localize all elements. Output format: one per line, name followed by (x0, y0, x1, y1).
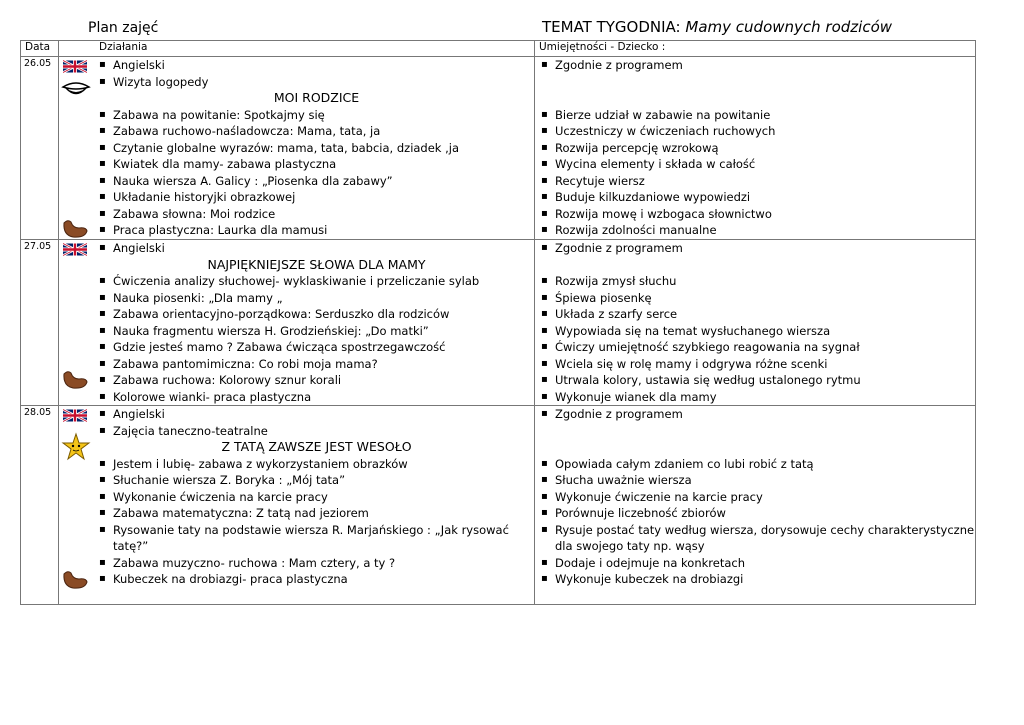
dancing-star-icon (61, 432, 91, 462)
skill-item: ▪ Układa z szarfy serce (541, 306, 975, 323)
activity-item: ▪ Zabawa orientacyjno-porządkowa: Serduszko dla rodziców (99, 306, 534, 323)
skill-item: ▪ Słucha uważnie wiersza (541, 472, 975, 489)
skill-item: ▪ Utrwala kolory, ustawia się według ustalonego rytmu (541, 372, 975, 389)
skill-item: ▪ Rozwija zdolności manualne (541, 222, 975, 239)
activity-item: ▪ Nauka piosenki: „Dla mamy „ (99, 290, 534, 307)
skill-item: ▪ Porównuje liczebność zbiorów (541, 505, 975, 522)
activity-item: ▪ Angielski (99, 406, 534, 423)
activity-item: ▪ Wykonanie ćwiczenia na karcie pracy (99, 489, 534, 506)
week-theme-title (542, 18, 892, 36)
theme-name: Mamy cudownych rodziców (685, 18, 893, 36)
uk-flag-icon (63, 242, 87, 257)
activity-item: ▪ Angielski (99, 240, 534, 257)
activity-item: ▪ Kubeczek na drobiazgi- praca plastyczna (99, 571, 534, 588)
skill-item: ▪ Recytuje wiersz (541, 173, 975, 190)
activity-item: ▪ Gdzie jesteś mamo ? Zabawa ćwicząca spostrzegawczość (99, 339, 534, 356)
hand-icon (61, 570, 89, 590)
theme-label: TEMAT TYGODNIA: (542, 18, 681, 36)
activity-item: ▪ Zabawa matematyczna: Z tatą nad jeziorem (99, 505, 534, 522)
table-header-row (21, 41, 976, 57)
day-activities (59, 57, 535, 240)
spacer (541, 74, 975, 91)
day-skills (535, 57, 976, 240)
skill-item: ▪ Ćwiczy umiejętność szybkiego reagowania na sygnał (541, 339, 975, 356)
skill-item: ▪ Zgodnie z programem (541, 57, 975, 74)
day-skills (535, 240, 976, 406)
activity-item: ▪ Zabawa słowna: Moi rodzice (99, 206, 534, 223)
skill-item: ▪ Zgodnie z programem (541, 240, 975, 257)
skill-item: ▪ Rozwija zmysł słuchu (541, 273, 975, 290)
activity-item: ▪ Układanie historyjki obrazkowej (99, 189, 534, 206)
skill-item: ▪ Rozwija percepcję wzrokową (541, 140, 975, 157)
day-date: 28.05 (21, 406, 59, 605)
day-row (21, 240, 976, 406)
day-subheading: NAJPIĘKNIEJSZE SŁOWA DLA MAMY (207, 256, 426, 272)
header-activities: Działania (59, 41, 535, 57)
spacer (541, 423, 975, 440)
skill-item: ▪ Zgodnie z programem (541, 406, 975, 423)
day-date: 26.05 (21, 57, 59, 240)
spacer (541, 90, 975, 107)
activity-item: ▪ Rysowanie taty na podstawie wiersza R. Marjańskiego : „Jak rysować tatę?” (99, 522, 534, 555)
activity-item: ▪ Nauka wiersza A. Galicy : „Piosenka dla zabawy” (99, 173, 534, 190)
spacer (541, 439, 975, 456)
skill-item: ▪ Wycina elementy i składa w całość (541, 156, 975, 173)
activity-item: ▪ Kwiatek dla mamy- zabawa plastyczna (99, 156, 534, 173)
activity-item: ▪ Praca plastyczna: Laurka dla mamusi (99, 222, 534, 239)
day-activities (59, 406, 535, 605)
activity-item: ▪ Słuchanie wiersza Z. Boryka : „Mój tata” (99, 472, 534, 489)
day-skills (535, 406, 976, 605)
skill-item: ▪ Opowiada całym zdaniem co lubi robić z tatą (541, 456, 975, 473)
activity-item: ▪ Zabawa muzyczno- ruchowa : Mam cztery, a ty ? (99, 555, 534, 572)
skill-item: ▪ Uczestniczy w ćwiczeniach ruchowych (541, 123, 975, 140)
uk-flag-icon (63, 59, 87, 74)
skill-item: ▪ Bierze udział w zabawie na powitanie (541, 107, 975, 124)
skill-item: ▪ Rysuje postać taty według wiersza, dorysowuje cechy charakterystyczne dla swojego taty np. wąsy (541, 522, 975, 555)
spacer (541, 257, 975, 274)
page-title: Plan zajęć (88, 20, 159, 36)
activity-item: ▪ Ćwiczenia analizy słuchowej- wyklaskiwanie i przeliczanie sylab (99, 273, 534, 290)
header-skills: Umiejętności - Dziecko : (535, 41, 976, 57)
day-subheading: Z TATĄ ZAWSZE JEST WESOŁO (221, 439, 412, 454)
skill-item: ▪ Dodaje i odejmuje na konkretach (541, 555, 975, 572)
skill-item: ▪ Buduje kilkuzdaniowe wypowiedzi (541, 189, 975, 206)
activity-item: ▪ Zabawa ruchowo-naśladowcza: Mama, tata, ja (99, 123, 534, 140)
hand-icon (61, 370, 89, 390)
hand-icon (61, 219, 89, 239)
activity-item: ▪ Kolorowe wianki- praca plastyczna (99, 389, 534, 406)
skill-item: ▪ Wykonuje ćwiczenie na karcie pracy (541, 489, 975, 506)
lesson-plan-table (20, 40, 976, 605)
day-activities (59, 240, 535, 406)
activity-item: ▪ Jestem i lubię- zabawa z wykorzystaniem obrazków (99, 456, 534, 473)
header-date: Data (21, 41, 59, 57)
skill-item: ▪ Wypowiada się na temat wysłuchanego wiersza (541, 323, 975, 340)
day-date: 27.05 (21, 240, 59, 406)
skill-item: ▪ Wykonuje kubeczek na drobiazgi (541, 571, 975, 588)
activity-item: ▪ Zabawa ruchowa: Kolorowy sznur korali (99, 372, 534, 389)
skill-item: ▪ Rozwija mowę i wzbogaca słownictwo (541, 206, 975, 223)
day-row (21, 57, 976, 240)
skill-item: ▪ Śpiewa piosenkę (541, 290, 975, 307)
skill-item: ▪ Wykonuje wianek dla mamy (541, 389, 975, 406)
mouth-speech-icon (61, 79, 91, 101)
activity-item: ▪ Zabawa pantomimiczna: Co robi moja mama? (99, 356, 534, 373)
uk-flag-icon (63, 408, 87, 423)
day-row (21, 406, 976, 605)
activity-item: ▪ Angielski (99, 57, 534, 74)
day-subheading: MOI RODZICE (273, 90, 360, 105)
activity-item: ▪ Czytanie globalne wyrazów: mama, tata, babcia, dziadek ,ja (99, 140, 534, 157)
activity-item: ▪ Nauka fragmentu wiersza H. Grodzieńskiej: „Do matki” (99, 323, 534, 340)
skill-item: ▪ Wciela się w rolę mamy i odgrywa różne scenki (541, 356, 975, 373)
activity-item: ▪ Wizyta logopedy (99, 74, 534, 91)
activity-item: ▪ Zabawa na powitanie: Spotkajmy się (99, 107, 534, 124)
activity-item: ▪ Zajęcia taneczno-teatralne (99, 423, 534, 440)
